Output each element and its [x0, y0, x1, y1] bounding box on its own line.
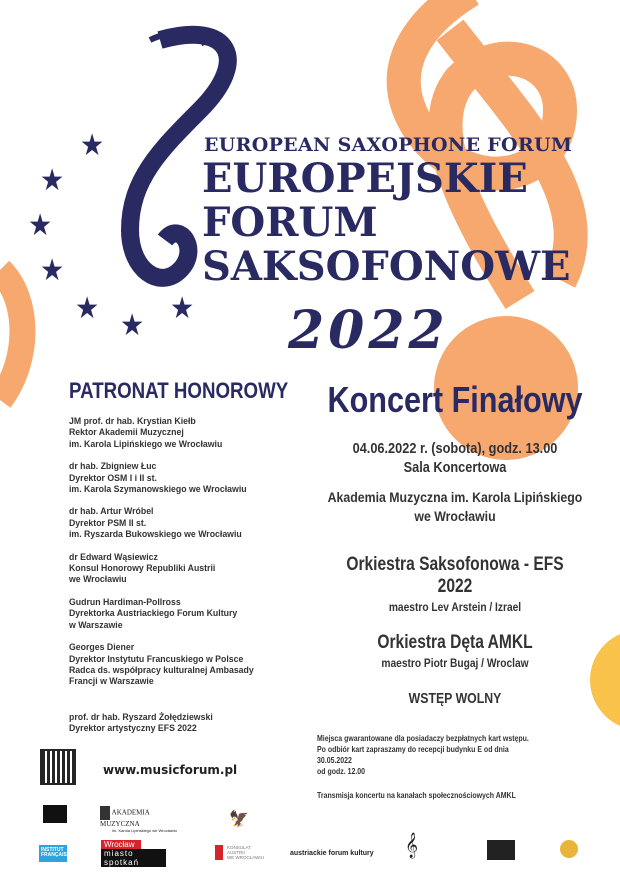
conductor-1: maestro Lev Arstein / Izrael [388, 600, 522, 614]
akademia-sub: im. Karola Lipińskiego we Wrocławiu [112, 828, 177, 833]
konsulat-logo: KONSULAT AUSTRII WE WROCŁAWIU [215, 845, 264, 860]
website-link[interactable]: www.musicforum.pl [103, 763, 238, 777]
concert-title: Koncert Finałowy [327, 379, 583, 420]
violin-logo: 𝄞 [405, 833, 419, 858]
concert-info [300, 380, 610, 707]
wroclaw-logo [101, 840, 166, 867]
title-line-3: SAKSOFONOWE [202, 243, 571, 290]
institut-francais-logo: INSTITUT FRANÇAIS [39, 845, 67, 862]
year: 2022 [288, 300, 449, 361]
svg-text:★: ★ [40, 253, 65, 288]
akademia-logo [100, 806, 190, 834]
svg-text:★: ★ [28, 208, 53, 243]
akademia-name: AKADEMIA MUZYCZNA [100, 808, 150, 828]
concert-hall: Sala Koncertowa [403, 459, 507, 476]
ticket-info: Miejsca gwarantowane dla posiadaczy bezpłatnych kart wstępu. Po odbiór kart zapraszamy do recepcji budynku E od dnia 30.05.2022 od godz. 12.00 [317, 733, 529, 776]
title-line-1: EUROPEJSKIE [202, 155, 528, 202]
patronat-list [69, 416, 309, 746]
wroclaw-sub: miasto spotkań [101, 849, 166, 867]
svg-text:★: ★ [75, 291, 100, 326]
qr-code[interactable] [42, 751, 74, 783]
school-logo [487, 840, 515, 860]
patron-entry: Gudrun Hardiman-Pollross Dyrektorka Austriackiego Forum Kultury w Warszawie [69, 596, 238, 631]
patronat-heading: PATRONAT HONOROWY [69, 378, 289, 403]
admission: WSTĘP WOLNY [408, 690, 502, 707]
concert-venue: Akademia Muzyczna im. Karola Lipińskiego we Wrocławiu [327, 489, 583, 524]
conductor-2: maestro Piotr Bugaj / Wroclaw [381, 656, 529, 670]
psm-logo [43, 805, 67, 823]
austria-eagle-logo: 🦅 [229, 809, 249, 828]
title-line-2: FORUM [202, 199, 378, 246]
patron-entry: dr hab. Artur Wróbel Dyrektor PSM II st. im. Ryszarda Bukowskiego we Wrocławiu [69, 506, 242, 541]
patron-entry: prof. dr hab. Ryszard Żołędziewski Dyrektor artystyczny EFS 2022 [69, 711, 213, 735]
wroclaw-name: Wrocław [101, 840, 141, 849]
gold-emblem-logo [560, 840, 578, 858]
orchestra-1: Orkiestra Saksofonowa - EFS 2022 [346, 554, 564, 597]
concert-date: 04.06.2022 r. (sobota), godz. 13.00 [352, 440, 558, 457]
patron-entry: dr Edward Wąsiewicz Konsul Honorowy Republiki Austrii we Wrocławiu [69, 551, 216, 586]
orchestra-2: Orkiestra Dęta AMKL [377, 632, 533, 653]
svg-text:★: ★ [120, 308, 145, 343]
austriackie-forum-logo: austriackie forum kultury [290, 850, 374, 857]
svg-text:★: ★ [80, 128, 105, 163]
patron-entry: JM prof. dr hab. Krystian Kiełb Rektor Akademii Muzycznej im. Karola Lipińskiego we Wrocławiu [69, 416, 223, 450]
subtitle-english: EUROPEAN SAXOPHONE FORUM [204, 134, 573, 156]
stream-info: Transmisja koncertu na kanałach społecznościowych AMKL [317, 790, 516, 800]
svg-text:★: ★ [40, 163, 65, 198]
patron-entry: Georges Diener Dyrektor Instytutu Francuskiego w Polsce Radca ds. współpracy kulturalnej Ambasady Francji w Warszawie [69, 642, 254, 688]
patron-entry: dr hab. Zbigniew Łuc Dyrektor OSM I i II st. im. Karola Szymanowskiego we Wrocławiu [69, 461, 247, 496]
svg-text:★: ★ [170, 291, 195, 326]
